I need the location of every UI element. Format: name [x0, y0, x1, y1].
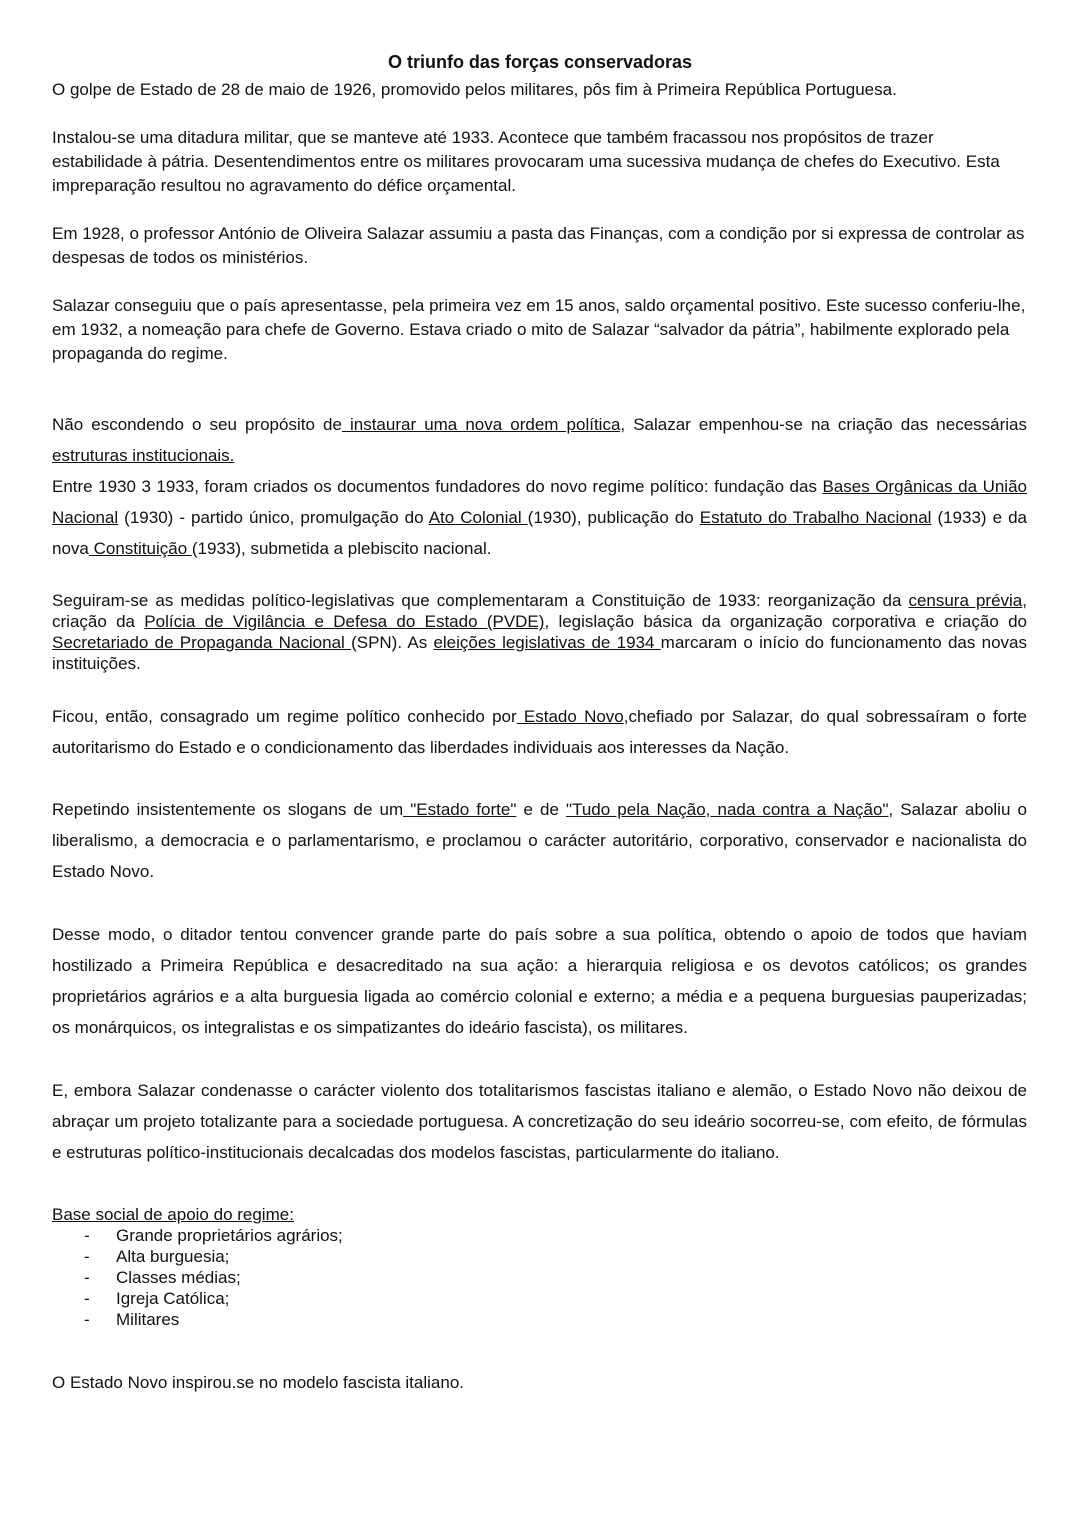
text-segment: (1933) e da nova	[52, 508, 1027, 558]
underlined-term: "Estado forte"	[403, 800, 517, 819]
text-segment: Salazar empenhou-se na criação das necessárias	[625, 415, 1027, 434]
underlined-term: Ato Colonial	[428, 508, 528, 527]
text-segment: ,chefiado por Salazar, do qual sobressaíram o forte autoritarismo do Estado e o condicionamento das liberdades individuais aos interesses da Nação.	[52, 707, 1027, 757]
underlined-term: estruturas institucionais.	[52, 446, 235, 465]
text-segment: e de	[516, 800, 567, 819]
bullet-dash: -	[84, 1247, 90, 1266]
list-item	[52, 1309, 343, 1330]
text-segment: (1930), publicação do	[527, 508, 700, 527]
closing-sentence: O Estado Novo inspirou.se no modelo fascista italiano.	[52, 1373, 465, 1392]
list-title: Base social de apoio do regime:	[52, 1205, 294, 1224]
text-segment: Ficou, então, consagrado um regime político conhecido por	[52, 707, 517, 726]
paragraph-estado-novo	[52, 701, 1027, 763]
list-item	[52, 1225, 343, 1246]
paragraph-legislative-measures	[52, 590, 1027, 674]
paragraph-new-order	[52, 409, 1027, 564]
list-item-text: Alta burguesia;	[116, 1247, 230, 1266]
underlined-term: Estado Novo	[516, 707, 624, 726]
text-segment: (1933), submetida a plebiscito nacional.	[191, 539, 492, 558]
list-item	[52, 1288, 343, 1309]
list-item	[52, 1267, 343, 1288]
underlined-term: censura prévia	[908, 591, 1023, 610]
underlined-term: instaurar uma nova ordem política,	[341, 415, 626, 434]
paragraph-support-base: Desse modo, o ditador tentou convencer grande parte do país sobre a sua política, obtendo o apoio de todos que haviam hostilizado a Primeira República e desacreditado na sua ação: a hierarquia religiosa e os devotos católicos; os grandes proprietários agrários e a alta burguesia ligada ao comércio colonial e externo; a média e a pequena burguesias pauperizadas; os monárquicos, os integralistas e os simpatizantes do ideário fascista), os militares.	[52, 925, 1027, 1037]
paragraph-coup: O golpe de Estado de 28 de maio de 1926, promovido pelos militares, pôs fim à Primeira República Portuguesa.	[52, 80, 897, 99]
underlined-term: Secretariado de Propaganda Nacional	[52, 633, 352, 652]
text-segment: (1930) - partido único, promulgação do	[118, 508, 429, 527]
bullet-dash: -	[84, 1289, 90, 1308]
list-item-text: Grande proprietários agrários;	[116, 1226, 343, 1245]
list-item-text: Igreja Católica;	[116, 1289, 230, 1308]
text-segment: Seguiram-se as medidas político-legislativas que complementaram a Constituição de 1933: reorganização da	[52, 591, 909, 610]
list-item-text: Classes médias;	[116, 1268, 241, 1287]
underlined-term: Estatuto do Trabalho Nacional	[699, 508, 932, 527]
support-base-list	[52, 1204, 343, 1330]
text-segment: , legislação básica da organização corporativa e criação do	[544, 612, 1027, 631]
text-segment: , criação da	[52, 591, 1027, 631]
text-segment: , Salazar aboliu o liberalismo, a democracia e o parlamentarismo, e proclamou o carácter autoritário, corporativo, conservador e nacionalista do Estado Novo.	[52, 800, 1027, 881]
bullet-dash: -	[84, 1226, 90, 1245]
paragraph-salazar-finances: Em 1928, o professor António de Oliveira Salazar assumiu a pasta das Finanças, com a condição por si expressa de controlar as despesas de todos os ministérios.	[52, 224, 1025, 267]
text-segment: Entre 1930 3 1933, foram criados os documentos fundadores do novo regime político: fundação das	[52, 477, 823, 496]
underlined-term: Constituição	[88, 539, 192, 558]
underlined-term: Polícia de Vigilância e Defesa do Estado (PVDE)	[144, 612, 545, 631]
paragraph-slogans	[52, 794, 1027, 887]
list-item	[52, 1246, 343, 1267]
list-item-text: Militares	[116, 1310, 180, 1329]
underlined-term: eleições legislativas de 1934	[433, 633, 661, 652]
underlined-term: Bases Orgânicas da União Nacional	[52, 477, 1027, 527]
underlined-term: "Tudo pela Nação, nada contra a Nação"	[566, 800, 889, 819]
text-segment: (SPN). As	[351, 633, 434, 652]
text-segment: marcaram o início do funcionamento das novas instituições.	[52, 633, 1027, 673]
paragraph-budget-surplus: Salazar conseguiu que o país apresentasse, pela primeira vez em 15 anos, saldo orçamental positivo. Este sucesso conferiu-lhe, em 1932, a nomeação para chefe de Governo. Estava criado o mito de Salazar “salvador da pátria”, habilmente explorado pela propaganda do regime.	[52, 296, 1026, 363]
text-segment: Repetindo insistentemente os slogans de um	[52, 800, 404, 819]
text-segment: Não escondendo o seu propósito de	[52, 415, 342, 434]
document-title: O triunfo das forças conservadoras	[387, 52, 693, 72]
paragraph-military-dictatorship: Instalou-se uma ditadura militar, que se manteve até 1933. Acontece que também fracassou nos propósitos de trazer estabilidade à pátria. Desentendimentos entre os militares provocaram uma sucessiva mudança de chefes do Executivo. Esta impreparação resultou no agravamento do défice orçamental.	[52, 128, 1000, 195]
bullet-dash: -	[84, 1310, 90, 1329]
paragraph-fascist-models: E, embora Salazar condenasse o carácter violento dos totalitarismos fascistas italiano e alemão, o Estado Novo não deixou de abraçar um projeto totalizante para a sociedade portuguesa. A concretização do seu ideário socorreu-se, com efeito, de fórmulas e estruturas político-institucionais decalcadas dos modelos fascistas, particularmente do italiano.	[52, 1081, 1027, 1162]
bullet-dash: -	[84, 1268, 90, 1287]
